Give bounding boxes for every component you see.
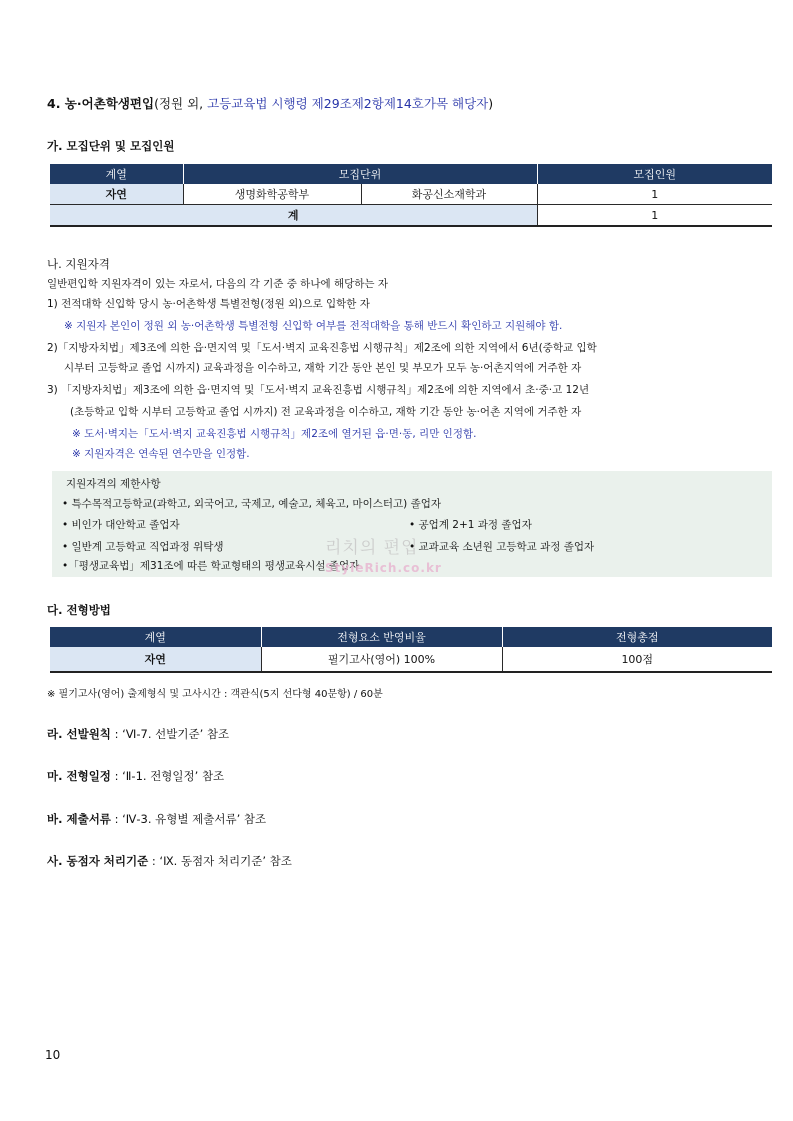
eligibility-item-2-line-2: 시부터 고등학교 졸업 시까지) 교육과정을 이수하고, 재학 기간 동안 본인 및 부모가 모두 농·어촌지역에 거주한 자 (64, 362, 582, 374)
eligibility-item-3-line-2: (초등학교 입학 시부터 고등학교 졸업 시까지) 전 교육과정을 이수하고, 재학 기간 동안 농·어촌 지역에 거주한 자 (70, 406, 582, 418)
ma-text: : ‘Ⅱ-1. 전형일정’ 참조 (110, 769, 225, 783)
sa-line (47, 853, 292, 869)
ra-label: 라. 선발원칙 (47, 727, 111, 741)
da-title: 다. 전형방법 (47, 603, 111, 617)
ga-title: 가. 모집단위 및 모집인원 (47, 139, 175, 153)
ma-label: 마. 전형일정 (47, 769, 111, 783)
sa-text: : ‘Ⅸ. 동점자 처리기준’ 참조 (148, 854, 292, 868)
restriction-item: • 일반계 고등학교 직업과정 위탁생 (62, 541, 224, 553)
category-cell: 자연 (50, 647, 261, 672)
eligibility-item-1-note: ※ 지원자 본인이 정원 외 농·어촌학생 특별전형 신입학 여부를 전적대학을 통해 반드시 확인하고 지원해야 함. (64, 320, 563, 332)
header-ratio: 전형요소 반영비율 (261, 627, 502, 647)
header-total: 전형총점 (502, 627, 772, 647)
section-heading (47, 94, 493, 112)
total-label: 계 (50, 205, 537, 227)
restrictions-title: 지원자격의 제한사항 (66, 478, 161, 490)
header-category: 계열 (50, 627, 261, 647)
eligibility-note-a: ※ 도서·벽지는「도서·벽지 교육진흥법 시행규칙」제2조에 열거된 읍·면·동, 리만 인정함. (72, 428, 477, 440)
exam-note: ※ 필기고사(영어) 출제형식 및 고사시간 : 객관식(5지 선다형 40문항) / 60분 (47, 689, 383, 700)
ba-line (47, 811, 266, 827)
ra-line (47, 726, 229, 742)
eligibility-intro: 일반편입학 지원자격이 있는 자로서, 다음의 각 기준 중 하나에 해당하는 자 (47, 278, 389, 290)
table-row (50, 184, 772, 205)
section-paren-close: ) (488, 96, 494, 111)
eligibility-note-b: ※ 지원자격은 연속된 연수만을 인정함. (72, 448, 250, 460)
restriction-item: •「평생교육법」제31조에 따른 학교형태의 평생교육시설 졸업자 (62, 560, 360, 572)
header-category: 계열 (50, 164, 183, 184)
restriction-item: • 공업계 2+1 과정 졸업자 (409, 519, 532, 531)
section-title: 4. 농·어촌학생편입 (47, 96, 155, 111)
header-unit: 모집단위 (183, 164, 537, 184)
header-count: 모집인원 (537, 164, 772, 184)
table-row (50, 647, 772, 672)
eligibility-item-2-line-1: 2)「지방자치법」제3조에 의한 읍·면지역 및「도서·벽지 교육진흥법 시행규칙」제2조에 의한 지역에서 6년(중학교 입학 (47, 342, 597, 354)
total-row (50, 205, 772, 227)
law-reference: 고등교육법 시행령 제29조제2항제14호가목 해당자 (207, 96, 489, 111)
eligibility-item-3-line-1: 3) 「지방자치법」제3조에 의한 읍·면지역 및「도서·벽지 교육진흥법 시행규칙」제2조에 의한 지역에서 초·중·고 12년 (47, 384, 590, 396)
ra-text: : ‘Ⅵ-7. 선발기준’ 참조 (110, 727, 230, 741)
restriction-item: • 특수목적고등학교(과학고, 외국어고, 국제고, 예술고, 체육고, 마이스터고) 졸업자 (62, 498, 442, 510)
unit-cell: 화공신소재학과 (361, 184, 537, 205)
table-header-row (50, 164, 772, 184)
sa-label: 사. 동점자 처리기준 (47, 854, 149, 868)
watermark-text: 리치의 편입 (325, 538, 419, 558)
ratio-cell: 필기고사(영어) 100% (261, 647, 502, 672)
method-table (50, 627, 772, 673)
total-count: 1 (537, 205, 772, 227)
section-paren-open: (정원 외, (154, 96, 204, 111)
recruitment-table (50, 164, 772, 227)
category-cell: 자연 (50, 184, 183, 205)
unit-cell: 생명화학공학부 (183, 184, 361, 205)
restriction-item: • 교과교육 소년원 고등학교 과정 졸업자 (409, 541, 595, 553)
eligibility-item-1: 1) 전적대학 신입학 당시 농·어촌학생 특별전형(정원 외)으로 입학한 자 (47, 298, 370, 310)
na-title: 나. 지원자격 (47, 257, 110, 271)
page-number: 10 (45, 1048, 61, 1062)
table-header-row (50, 627, 772, 647)
total-cell: 100점 (502, 647, 772, 672)
count-cell: 1 (537, 184, 772, 205)
watermark-url: StyleRich.co.kr (325, 561, 442, 575)
ba-text: : ‘Ⅳ-3. 유형별 제출서류’ 참조 (110, 812, 267, 826)
restriction-item: • 비인가 대안학교 졸업자 (62, 519, 180, 531)
ba-label: 바. 제출서류 (47, 812, 111, 826)
ma-line (47, 768, 224, 784)
